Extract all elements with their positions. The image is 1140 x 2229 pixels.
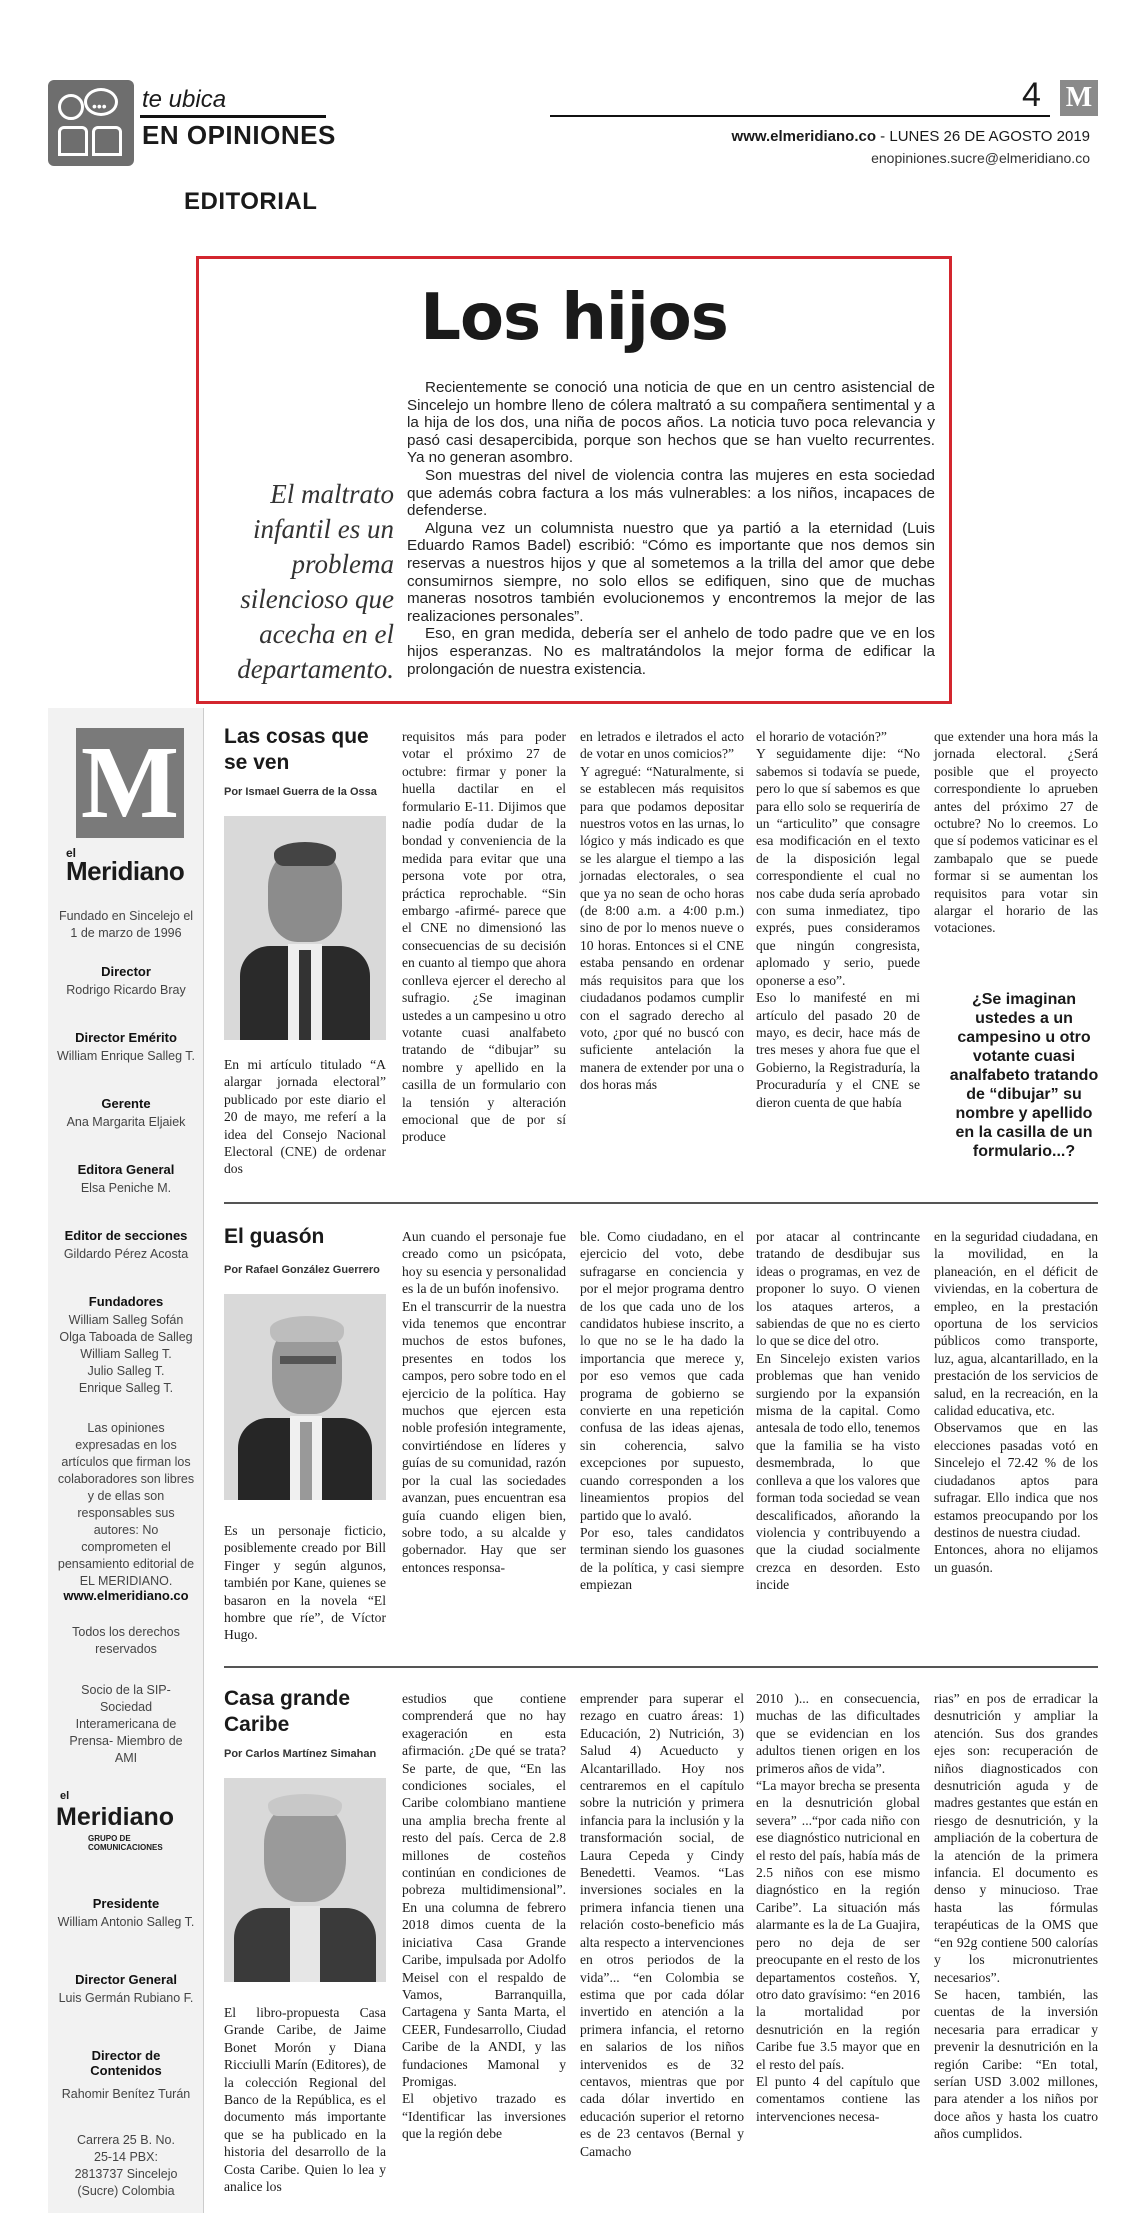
- brand-prefix: el: [66, 846, 77, 860]
- director-general-name: Luis Germán Rubiano F.: [58, 1991, 194, 2005]
- section-tag-small: te ubica: [142, 86, 227, 113]
- founder: Olga Taboada de Salleg: [59, 1330, 193, 1344]
- editorial-quote: El maltrato infantil es un problema silencioso que acecha en el departamento.: [237, 479, 394, 684]
- section-tag: EN OPINIONES: [142, 120, 336, 150]
- founders-title: Fundadores: [88, 1294, 164, 1309]
- editorial-title: Los hijos: [420, 281, 728, 355]
- founded: Fundado en Sincelejo el 1 de marzo de 1996: [58, 909, 194, 940]
- article-title: Casa grande Caribe: [224, 1687, 351, 1736]
- divider: [140, 115, 326, 118]
- editorial-paragraph: Alguna vez un columnista nuestro que ya partió a la eternidad (Luis Eduardo Ramos Badel) escribió: “Cómo es importante que nos demos sin reservas a nuestros hijos y que al sometemos a la trilla del amor que debe consumirnos siempre, no solo ellos se edifiquen, sino que de muchas maneras nosotros también evolucionemos y encontremos la mejor de las realizaciones personales”.: [407, 519, 935, 625]
- director-contenidos-name: Rahomir Benítez Turán: [61, 2087, 191, 2101]
- rights: Todos los derechos reservados: [72, 1625, 180, 1656]
- article-column: emprender para superar el rezago en cuatro áreas: 1) Educación, 2) Nutrición, 3) Salud 4) Acueducto y Alcantarillado. Hoy nos centraremos en el capítulo sobre la nutrición y primera infancia para la inclusión y la transformación social, de Laura Cepeda y Cindy Benedetti. Veamos. “Las inversiones sociales en la primera infancia tienen una relación costo-beneficio más alta respecto a intervenciones en otros periodos de la vida”... “en Colombia se estima que por cada dólar invertido en atención a la primera infancia, el retorno en salarios de los niños intervenidos es de 32 centavos, mientras que por cada dólar invertido en educación superior el retorno es de 23 centavos (Bernal y Camacho: [580, 1691, 744, 2159]
- presidente-name: William Antonio Salleg T.: [57, 1915, 195, 1929]
- date: - LUNES 26 DE AGOSTO 2019: [876, 128, 1090, 145]
- section-title: EDITORIAL: [184, 188, 318, 215]
- founder: Julio Salleg T.: [87, 1364, 165, 1378]
- article-author: Por Rafael González Guerrero: [224, 1264, 380, 1276]
- article-column: en la seguridad ciudadana, en la movilidad, en la planeación, en el déficit de viviendas, en la cobertura de empleo, en la prestación oportuna de los servicios públicos como transporte, luz, agua, alcantarillado, en la prestación de los servicios de salud, en la recreación, en la calidad educativa, etc. Observamos que en las elecciones pasadas votó en Sincelejo el 72.42 % de los ciudadanos aptos para sufragar. Ello indica que nos estamos preocupando por los destinos de nuestra ciudad. Entonces, ahora no elijamos un guasón.: [934, 1229, 1098, 1575]
- masthead-sidebar: [48, 708, 204, 2213]
- article-column: En mi artículo titulado “A alargar jornada electoral” publicado por este diario el 20 de mayo, me referí a la idea del Consejo Nacional Electoral (CNE) de ordenar dos: [224, 1057, 386, 1177]
- article-column: por atacar al contrincante tratando de desdibujar sus ideas o programas, en vez de proponer lo suyo. O vienen los ataques arteros, a sabiendas de que no es cierto lo que se dice del otro. En Sincelejo existen varios problemas que han venido surgiendo por la expansión misma de la capital. Como antesala de todo ello, tenemos que la familia se ha visto desmembrada, lo que conlleva a que los valores que forman toda sociedad se vean descalificados, añorando la violencia y contribuyendo a que la ciudad socialmente crezca en desorden. Esto incide: [756, 1229, 920, 1593]
- founder: William Salleg Sofán: [68, 1313, 184, 1327]
- section-email[interactable]: enopiniones.sucre@elmeridiano.co: [871, 150, 1090, 166]
- divider: [224, 1666, 1098, 1668]
- staff-name: Elsa Peniche M.: [80, 1181, 172, 1195]
- article-column: en letrados e iletrados el acto de votar en unos comicios?” Y agregué: “Naturalmente, si se establecen más requisitos para que podamos depositar nuestros votos en las urnas, lo lógico y más indicado es que se les alargue el tiempo a las jornadas electorales, o sea que ya no sean de ocho horas (de 8:00 a.m. a 4:00 p.m.) sino de por lo menos nueve o 10 horas. Entonces si el CNE estaba pensando en ordenar más requisitos para que los ciudadanos podamos cumplir con el sagrado derecho al voto, ¿por qué no buscó con suficiente antelación la manera de extender por una o dos horas más: [580, 729, 744, 1093]
- author-photo: [224, 1294, 386, 1500]
- staff-role: Editor de secciones: [64, 1228, 188, 1243]
- editorial-paragraph: Recientemente se conoció una noticia de que en un centro asistencial de Sincelejo un hombre lleno de cólera maltrató a su compañera sentimental y a la hija de los dos, una niña de pocos años. La noticia tuvo poca relevancia y pasó casi desapercibida, porque son hechos que se han vuelto recurrentes. Ya no generan asombro.: [407, 379, 935, 467]
- article-column: que extender una hora más la jornada electoral. ¿Será posible que el proyecto correspondiente lo aprueben antes del próximo 27 de octubre? No lo creemos. Lo que sí podemos vaticinar es el zambapalo que se puede formar si se aumentan los requisitos para votar sin alargar el horario de las votaciones.: [934, 729, 1098, 936]
- director-general-role: Director General: [75, 1972, 177, 1987]
- section-logo-icon: •••: [48, 80, 134, 166]
- author-photo: [224, 1778, 386, 1982]
- article-column: rias” en pos de erradicar la desnutrición y ampliar la atención. Sus dos grandes ejes son: recuperación de niños diagnosticados con desnutrición aguda y de madres gestantes que están en riesgo de desnutrición, y la ampliación de la cobertura de la atención de la primera infancia. El documento es denso y minucioso. Trae hasta las fórmulas terapéuticas de la OMS que “en 92g contiene 500 calorías y los micronutrientes necesarios”. Se hacen, también, las cuentas de la inversión necesaria para erradicar y prevenir la desnutrición en la región Caribe: “En total, serían USD 3.002 millones, para atender a los niños por doce años y hasta los cuatro años cumplidos.: [934, 1691, 1098, 2142]
- staff-role: Director: [101, 964, 151, 979]
- article-title: Las cosas que se ven: [224, 725, 369, 774]
- article-author: Por Carlos Martínez Simahan: [224, 1748, 377, 1760]
- founder: Enrique Salleg T.: [78, 1381, 174, 1395]
- brand2-subtitle: GRUPO DE COMUNICACIONES: [88, 1834, 163, 1852]
- article-column: 2010 )... en consecuencia, muchas de las dificultades que se evidencian en los adultos tienen origen en los primeros años de vida”. “La mayor brecha se presenta en la desnutrición global severa” ...“por cada niño con ese diagnóstico nutricional en el resto del país, había más de 2.5 niños con ese mismo diagnóstico en la región Caribe”. La situación más alarmante es la de La Guajira, pero no deja de ser preocupante en el resto de los departamentos costeños. Y, otro dato gravísimo: “en 2016 la mortalidad por desnutrición en la región Caribe fue 3.5 mayor que en el resto del país. El punto 4 del capítulo que comentamos contiene las intervenciones necesa-: [756, 1691, 920, 2124]
- author-photo: [224, 816, 386, 1040]
- article-column: El libro-propuesta Casa Grande Caribe, de Jaime Bonet Morón y Diana Ricciulli Marín (Editores), de la colección Regional del Banco de la República, es el documento más importante que se ha publicado en la historia del desarrollo de la Costa Caribe. Quien lo lea y analice los: [224, 2005, 386, 2195]
- staff-name: Gildardo Pérez Acosta: [63, 1247, 189, 1261]
- editorial-paragraph: Son muestras del nivel de violencia contra las mujeres en esta sociedad que además cobra factura a los más vulnerables: a los niños, incapaces de defenderse.: [407, 466, 935, 520]
- brand-badge-icon: M: [1060, 80, 1098, 116]
- article-column: el horario de votación?” Y seguidamente dije: “No sabemos si todavía se puede, pero lo que sí sabemos es que para ello solo se requeriría de un “articulito” que consagre esa modificación en el texto de la disposición legal correspondiente el cual no nos cabe duda sería aprobado con suma inmediatez, tipo exprés, pues consideramos que ningún congresista, aplomado y serio, puede oponerse a eso”. Eso lo manifesté en mi artículo del pasado 20 de mayo, es decir, hace más de tres meses y ahora fue que el Gobierno, la Registraduría, la Procuraduría y el CNE se dieron cuenta de que había: [756, 729, 920, 1110]
- address: Carrera 25 B. No. 25-14 PBX: 2813737 Sincelejo (Sucre) Colombia: [74, 2133, 178, 2198]
- article-column: ble. Como ciudadano, en el ejercicio del voto, debe sufragarse en conciencia y por el mejor programa dentro de los que cada uno de los candidatos hubiese inscrito, a lo que no se le ha dado la importancia que merece y, por eso vemos que cada programa de gobierno se convierte en una repetición confusa de las ideas ajenas, sin coherencia, salvo excepciones por supuesto, cuando corresponden a los lineamientos propios del partido que lo avaló. Por eso, tales candidatos terminan siendo los guasones de la política, y casi siempre empiezan: [580, 1229, 744, 1593]
- brand-logo-icon: M: [76, 728, 184, 838]
- article-title: El guasón: [224, 1225, 325, 1248]
- brand-name: Meridiano: [66, 856, 185, 886]
- staff-name: Ana Margarita Eljaiek: [66, 1115, 186, 1129]
- header-rule: [550, 115, 1050, 117]
- pull-quote: ¿Se imaginan ustedes a un campesino u otro votante cuasi analfabeto tratando de “dibujar” su nombre y apellido en la casilla de un formulario...?: [949, 991, 1099, 1160]
- brand2-name: Meridiano: [56, 1803, 175, 1831]
- presidente-role: Presidente: [92, 1896, 160, 1911]
- website-link[interactable]: www.elmeridiano.co: [63, 1588, 189, 1603]
- staff-role: Director Emérito: [75, 1030, 177, 1045]
- brand2-prefix: el: [60, 1790, 70, 1802]
- article-column: estudios que contiene comprenderá que no hay exageración en esta afirmación. ¿De qué se trata? Se parte, de que, “En las condiciones sociales, el Caribe colombiano mantiene una amplia brecha frente al resto del país. Cerca de 2.8 millones de costeños continúan en condiciones de pobreza multidimensional”. En una columna de febrero 2018 dimos cuenta de la iniciativa Casa Grande Caribe, impulsada por Adolfo Meisel con el respaldo de Vamos, Barranquilla, Cartagena y Santa Marta, el CEER, Fundesarrollo, Ciudad Caribe de la ANDI, y las fundaciones Mamonal y Promigas. El objetivo trazado es “Identificar las inversiones que la región debe: [402, 1691, 566, 2142]
- editorial-paragraph: Eso, en gran medida, debería ser el anhelo de todo padre que ve en los hijos esperanzas. No es maltratándolos la mejor forma de edificar la prolongación de nuestra existencia.: [407, 625, 935, 678]
- founder: William Salleg T.: [80, 1347, 172, 1361]
- article-column: Aun cuando el personaje fue creado como un psicópata, hoy su esencia y personalidad es la de un bufón inofensivo. En el transcurrir de la nuestra vida tenemos que encontrar muchos de estos bufones, presentes en todos los campos, pero sobre todo en el ejercicio de la política. Hay muchos que ejercen esta noble profesión integramente, convirtiéndose en líderes y guías de su comunidad, razón por la cual las sociedades avanzan, pues encuentran esa guía cuando eligen bien, sobre todo, a su alcalde y gobernador. Hay que ser entonces responsa-: [402, 1229, 566, 1575]
- director-contenidos-role: Director de Contenidos: [90, 2048, 162, 2078]
- staff-role: Gerente: [101, 1096, 151, 1111]
- editorial-box: [196, 256, 952, 704]
- sip-membership: Socio de la SIP- Sociedad Interamericana de Prensa- Miembro de AMI: [69, 1683, 183, 1765]
- staff-role: Editora General: [77, 1162, 175, 1177]
- page-number: 4: [1022, 76, 1041, 114]
- staff-name: Rodrigo Ricardo Bray: [66, 983, 186, 997]
- divider: [224, 1202, 1098, 1204]
- dateline: [700, 128, 1090, 145]
- article-author: Por Ismael Guerra de la Ossa: [224, 786, 377, 798]
- article-column: requisitos más para poder votar el próximo 27 de octubre: firmar y poner la huella dactilar en el formulario E-11. Dijimos que nadie podía dudar de la bondad y conveniencia de la medida para evitar que una persona vote por otra, práctica reprochable. “Sin embargo -afirmé- parece que el CNE no dimensionó las consecuencias de su decisión en cuanto al tiempo que ahora conlleva ejercer el derecho al sufragio. ¿Se imaginan ustedes a un campesino u otro votante cuasi analfabeto tratando de “dibujar” su nombre y apellido en la casilla de un formulario con la tensión y alteración emocional que de por sí produce: [402, 729, 566, 1145]
- staff-name: William Enrique Salleg T.: [56, 1049, 196, 1063]
- article-column: Es un personaje ficticio, posiblemente creado por Bill Finger y según algunos, también por Kane, quienes se basaron en la novela “El hombre que ríe”, de Víctor Hugo.: [224, 1523, 386, 1643]
- editorial-body: [407, 379, 935, 678]
- site-link[interactable]: www.elmeridiano.co: [731, 128, 877, 145]
- disclaimer: Las opiniones expresadas en los artículos que firman los colaboradores son libres y de ellas son responsables sus autores: No comprometen el pensamiento editorial de EL MERIDIANO.: [57, 1421, 195, 1588]
